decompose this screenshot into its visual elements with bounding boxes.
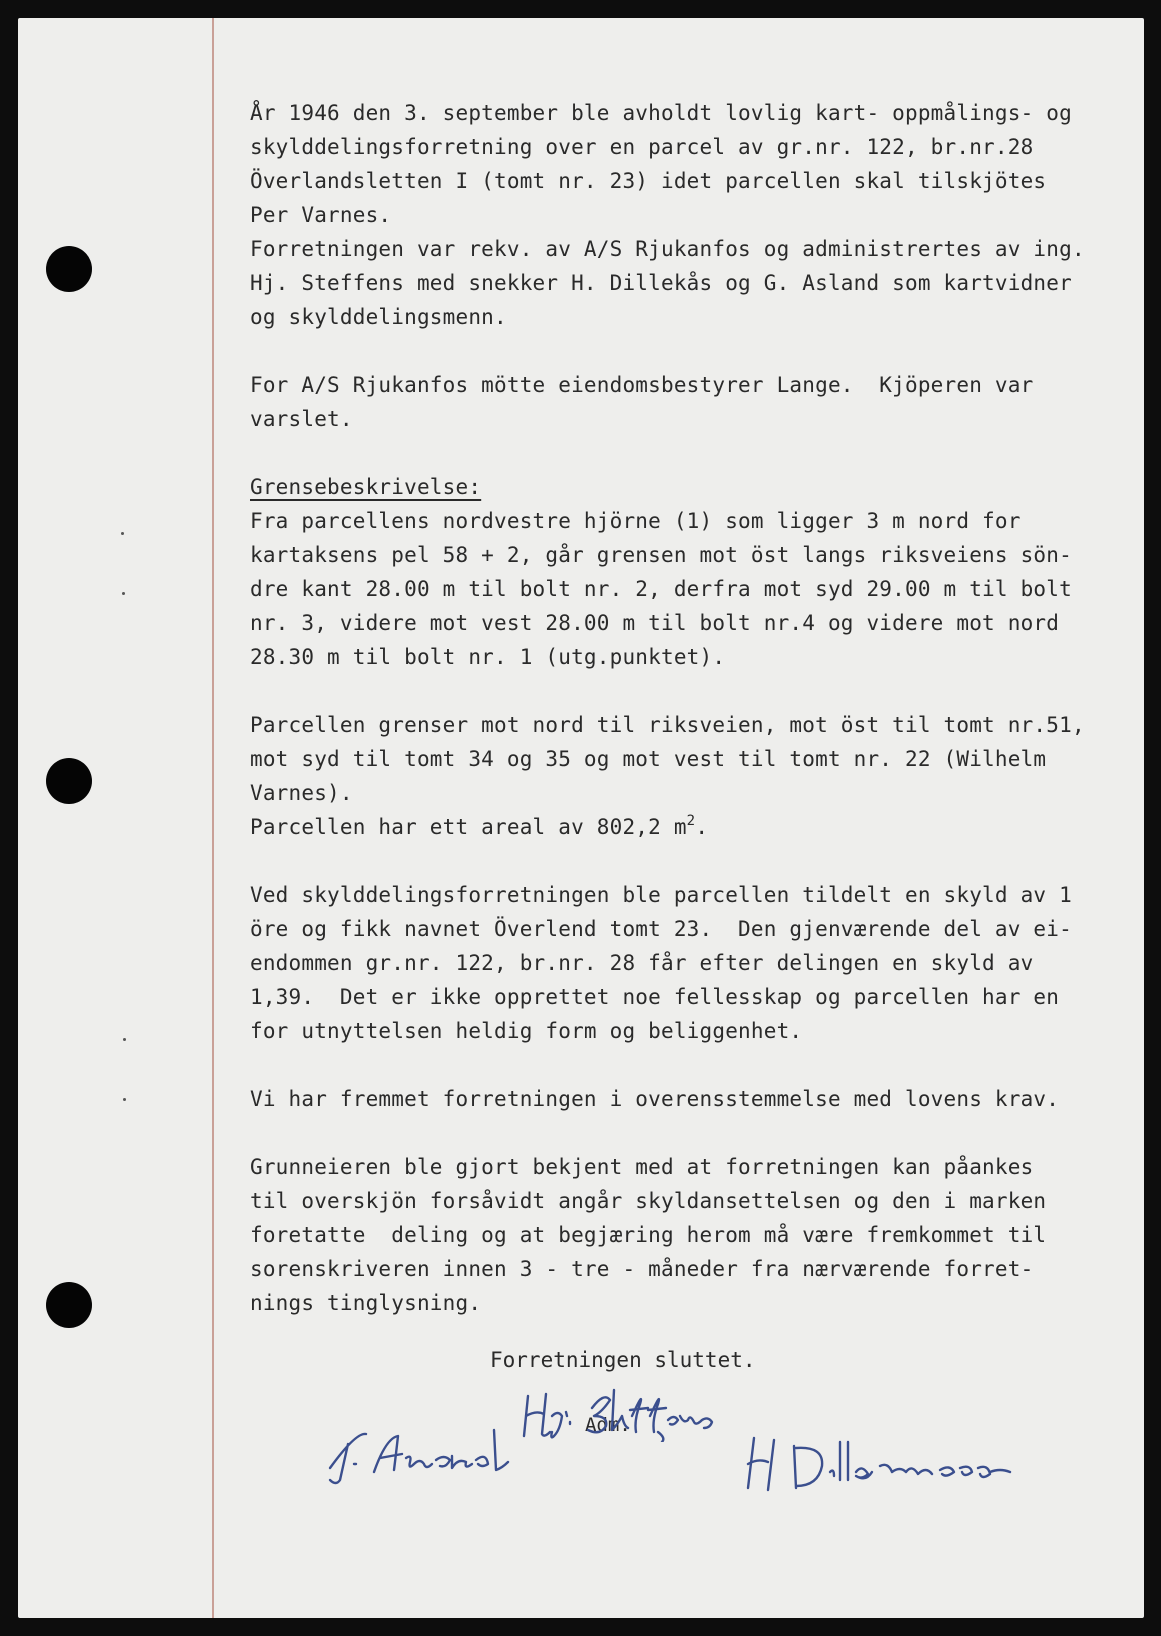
adm-label: Adm. [585, 1414, 631, 1436]
text-line: Hj. Steffens med snekker H. Dillekås og G. Asland som kartvidner [250, 271, 1072, 295]
text-line: Parcellen grenser mot nord til riksveien, mot öst til tomt nr.51, [250, 713, 1085, 737]
text-line: til overskjön forsåvidt angår skyldansettelsen og den i marken [250, 1189, 1047, 1213]
scan-speck [122, 592, 125, 595]
text-line: varslet. [250, 407, 353, 431]
area-line [250, 810, 1130, 844]
text-line: endommen gr.nr. 122, br.nr. 28 får efter delingen en skyld av [250, 951, 1034, 975]
punch-hole [46, 246, 92, 292]
area-superscript: 2 [686, 813, 696, 829]
text-line: År 1946 den 3. september ble avholdt lovlig kart- oppmålings- og [250, 101, 1072, 125]
text-line: öre og fikk navnet Överlend tomt 23. Den gjenværende del av ei- [250, 917, 1072, 941]
text-line: Forretningen var rekv. av A/S Rjukanfos og administrertes av ing. [250, 237, 1085, 261]
text-line: nr. 3, videre mot vest 28.00 m til bolt nr.4 og videre mot nord [250, 611, 1060, 635]
area-end: . [695, 815, 709, 839]
scan-speck [121, 532, 124, 535]
text-line: mot syd til tomt 34 og 35 og mot vest til tomt nr. 22 (Wilhelm [250, 747, 1047, 771]
scan-speck [123, 1038, 126, 1041]
area-text: Parcellen har ett areal av 802,2 m [250, 815, 687, 839]
margin-rule [212, 18, 214, 1618]
text-line: nings tinglysning. [250, 1291, 482, 1315]
text-line: og skylddelingsmenn. [250, 305, 507, 329]
text-line: For A/S Rjukanfos mötte eiendomsbestyrer Lange. Kjöperen var [250, 373, 1034, 397]
text-line: foretatte deling og at begjæring herom må være fremkommet til [250, 1223, 1047, 1247]
text-line: kartaksens pel 58 + 2, går grensen mot öst langs riksveiens sön- [250, 543, 1072, 567]
closing-statement: Forretningen sluttet. [490, 1348, 756, 1372]
scan-speck [123, 1098, 126, 1101]
text-line: Överlandsletten I (tomt nr. 23) idet parcellen skal tilskjötes [250, 169, 1047, 193]
text-line: dre kant 28.00 m til bolt nr. 2, derfra mot syd 29.00 m til bolt [250, 577, 1072, 601]
text-line: sorenskriveren innen 3 - tre - måneder fra nærværende forret- [250, 1257, 1034, 1281]
text-line: Ved skylddelingsforretningen ble parcellen tildelt en skyld av 1 [250, 883, 1072, 907]
text-line: skylddelingsforretning over en parcel av gr.nr. 122, br.nr.28 [250, 135, 1034, 159]
signature-dillekas [740, 1432, 1016, 1496]
punch-hole [46, 758, 92, 804]
text-line: Grunneieren ble gjort bekjent med at forretningen kan påankes [250, 1155, 1034, 1179]
text-line: Vi har fremmet forretningen i overensstemmelse med lovens krav. [250, 1087, 1060, 1111]
text-line: for utnyttelsen heldig form og beliggenhet. [250, 1019, 803, 1043]
text-line: 1,39. Det er ikke opprettet noe fellesskap og parcellen har en [250, 985, 1060, 1009]
text-line: 28.30 m til bolt nr. 1 (utg.punktet). [250, 645, 726, 669]
text-line: Fra parcellens nordvestre hjörne (1) som ligger 3 m nord for [250, 509, 1021, 533]
signature-steffens [522, 1386, 738, 1442]
document-body [250, 96, 1130, 1320]
signature-asland [326, 1424, 546, 1488]
section-heading: Grensebeskrivelse: [250, 475, 482, 499]
text-line: Per Varnes. [250, 203, 392, 227]
punch-hole [46, 1282, 92, 1328]
text-line: Varnes). [250, 781, 353, 805]
